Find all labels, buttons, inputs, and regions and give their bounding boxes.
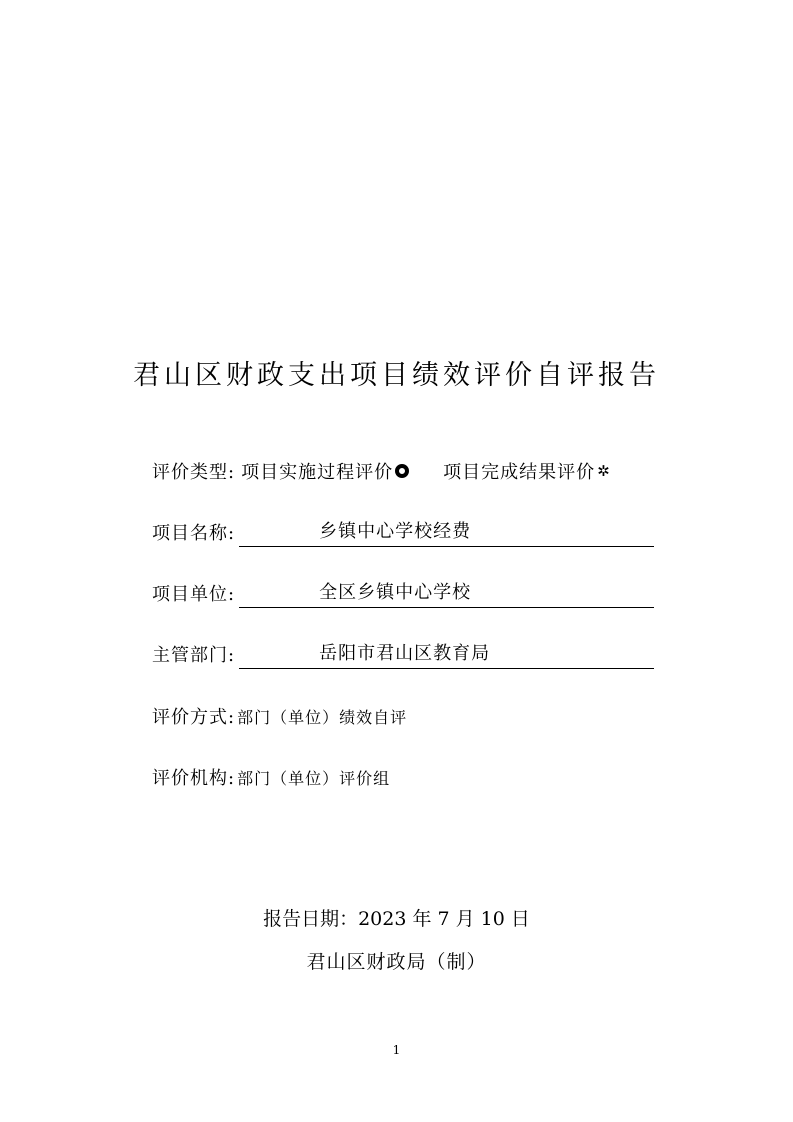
issuer: 君山区财政局（制）	[306, 951, 487, 973]
report-date: 报告日期：2023 年 7 月 10 日	[263, 908, 530, 930]
option-process-evaluation[interactable]	[241, 458, 409, 484]
evaluation-type-row	[152, 455, 611, 487]
option-result-label: 项目完成结果评价	[443, 462, 596, 483]
project-name-value: 乡镇中心学校经费	[239, 518, 654, 547]
option-process-label: 项目实施过程评价	[241, 462, 394, 483]
project-unit-label: 项目单位:	[152, 584, 236, 605]
gear-icon[interactable]: ✲	[597, 462, 611, 480]
project-name-row	[152, 516, 654, 548]
supervisor-row	[152, 638, 654, 670]
radio-checked-icon[interactable]	[395, 464, 409, 478]
project-unit-value: 全区乡镇中心学校	[239, 579, 654, 608]
evaluation-org-label: 评价机构:	[152, 768, 236, 789]
evaluation-method-row	[152, 700, 407, 732]
page-number: 1	[392, 1043, 401, 1057]
evaluation-org-value: 部门（单位）评价组	[237, 768, 391, 788]
evaluation-type-label: 评价类型:	[152, 462, 236, 483]
supervisor-label: 主管部门:	[152, 645, 236, 666]
report-title: 君山区财政支出项目绩效评价自评报告	[133, 360, 660, 391]
evaluation-method-value: 部门（单位）绩效自评	[237, 707, 408, 727]
evaluation-method-label: 评价方式:	[152, 707, 236, 728]
project-unit-row	[152, 577, 654, 609]
supervisor-value: 岳阳市君山区教育局	[239, 640, 654, 669]
project-name-label: 项目名称:	[152, 523, 236, 544]
evaluation-org-row	[152, 761, 390, 793]
option-result-evaluation[interactable]	[443, 458, 611, 484]
